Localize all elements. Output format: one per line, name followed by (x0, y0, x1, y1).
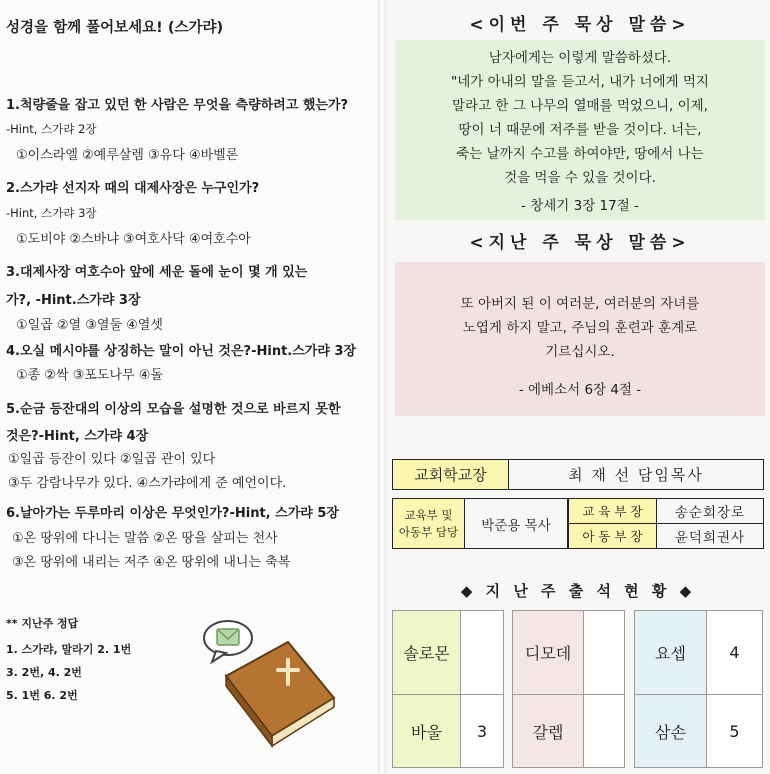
bible-illustration (196, 614, 346, 764)
this-week-verse-line: "네가 아내의 말을 듣고서, 내가 너에게 먹지 (451, 74, 709, 90)
options-2: ①도비야 ②스바냐 ③여호사닥 ④여호수아 (16, 232, 251, 247)
question-5: 5.순금 등잔대의 이상의 모습을 설명한 것으로 바르지 못한 (6, 402, 341, 417)
options-5b: ③두 감람나무가 있다. ④스가랴에게 준 예언이다. (8, 476, 287, 491)
this-week-verse-reference: - 창세기 3장 17절 - (521, 198, 639, 214)
options-6a: ①온 땅위에 다니는 말씀 ②온 땅을 살피는 천사 (12, 531, 278, 546)
this-week-verse-line: 말라고 한 그 나무의 열매를 먹었으니, 이제, (451, 98, 709, 114)
question-2: 2.스가랴 선지자 때의 대제사장은 누구인가? (6, 181, 260, 196)
edu-dept-label-line-2: 아동부 담당 (398, 524, 459, 539)
hint-1: -Hint, 스가랴 2장 (6, 122, 97, 136)
principal-label: 교회학교장 (392, 459, 509, 490)
hint-2: -Hint, 스가랴 3장 (6, 206, 97, 220)
attendance-name-cell: 디모데 (512, 610, 584, 695)
attendance-name-cell: 바울 (392, 694, 461, 768)
this-week-verse-line: 죽는 날까지 수고를 하여야만, 땅에서 나는 (456, 146, 704, 162)
child-head-label: 아 동 부 장 (568, 523, 657, 549)
attendance-name-cell: 솔로몬 (392, 610, 461, 695)
edu-dept-name: 박준용 목사 (464, 498, 568, 549)
answers-line-2: 3. 2번, 4. 2번 (6, 666, 82, 679)
answers-line-1: 1. 스가랴, 말라기 2. 1번 (6, 643, 132, 656)
this-week-verse-line: 땅이 너 때문에 저주를 받을 것이다. 너는, (458, 122, 702, 138)
attendance-count-cell (583, 610, 625, 695)
attendance-count-cell (583, 694, 625, 768)
this-week-verse-line: 남자에게는 이렇게 말씀하셨다. (488, 50, 672, 66)
attendance-count-cell (460, 610, 504, 695)
edu-dept-label-line-1: 교육부 및 (404, 507, 453, 522)
page-fold (378, 0, 386, 774)
edu-head-name: 송순회장로 (656, 498, 764, 524)
this-week-verse-heading: <이번 주 묵상 말씀> (469, 15, 691, 35)
staff-table (392, 459, 764, 549)
answers-title: ** 지난주 정답 (6, 617, 79, 630)
last-week-verse-line: 또 아버지 된 이 여러분, 여러분의 자녀를 (460, 296, 700, 312)
attendance-count-cell: 3 (460, 694, 504, 768)
options-3: ①일곱 ②열 ③열둘 ④열셋 (16, 318, 163, 333)
answers-line-3: 5. 1번 6. 2번 (6, 689, 78, 702)
attendance-count-cell: 4 (706, 610, 763, 695)
speech-bubble-icon (204, 621, 252, 662)
question-6: 6.날아가는 두루마리 이상은 무엇인가?-Hint, 스가랴 5장 (6, 506, 339, 521)
last-week-verse-line: 기르십시오. (545, 344, 615, 360)
question-5-cont: 것은?-Hint, 스가랴 4장 (6, 429, 149, 444)
principal-name: 최 재 선 담임목사 (508, 459, 764, 490)
attendance-title: ◆ 지 난 주 출 석 현 황 ◆ (460, 582, 696, 600)
bible-icon (226, 642, 334, 746)
question-4: 4.오실 메시야를 상징하는 말이 아닌 것은?-Hint.스가랴 3장 (6, 344, 357, 359)
quiz-title: 성경을 함께 풀어보세요! (스가랴) (6, 20, 224, 36)
options-6b: ③온 땅위에 내리는 저주 ④온 땅위에 내니는 축복 (12, 555, 291, 570)
question-3-cont: 가?, -Hint.스가랴 3장 (6, 293, 141, 308)
child-head-name: 윤덕희권사 (656, 523, 764, 549)
question-3: 3.대제사장 여호수아 앞에 세운 돌에 눈이 몇 개 있는 (6, 265, 308, 280)
last-week-verse-reference: - 에베소서 6장 4절 - (518, 382, 642, 398)
question-1: 1.척량줄을 잡고 있던 한 사람은 무엇을 측량하려고 했는가? (6, 98, 349, 113)
edu-dept-label (392, 498, 465, 549)
this-week-verse-line: 것을 먹을 수 있을 것이다. (504, 170, 656, 186)
last-week-verse-heading: <지난 주 묵상 말씀> (469, 233, 691, 253)
attendance-name-cell: 갈렙 (512, 694, 584, 768)
attendance-name-cell: 요셉 (634, 610, 707, 695)
attendance-name-cell: 삼손 (634, 694, 707, 768)
edu-head-label: 교 육 부 장 (568, 498, 657, 524)
options-1: ①이스라엘 ②예루살렘 ③유다 ④바벨론 (16, 148, 239, 163)
options-4: ①종 ②싹 ③포도나무 ④돌 (16, 368, 163, 383)
options-5a: ①일곱 등잔이 있다 ②일곱 관이 있다 (8, 452, 216, 467)
attendance-count-cell: 5 (706, 694, 763, 768)
last-week-verse-line: 노엽게 하지 말고, 주님의 훈련과 훈계로 (462, 320, 698, 336)
